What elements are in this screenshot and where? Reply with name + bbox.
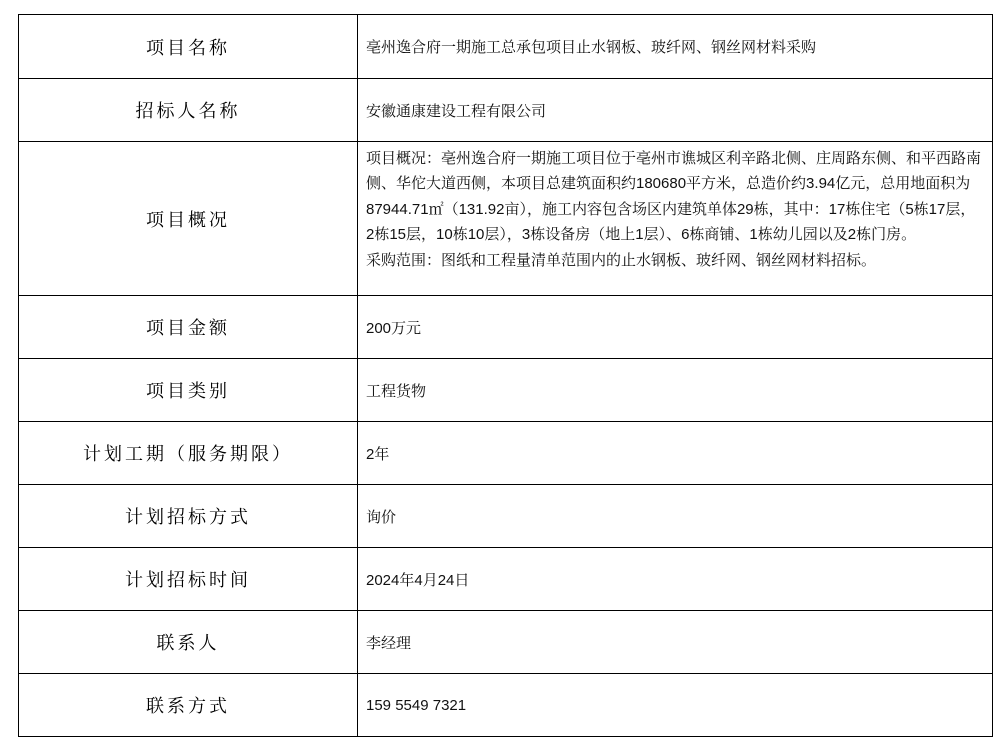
project-overview-paragraph: 项目概况：亳州逸合府一期施工项目位于亳州市谯城区利辛路北侧、庄周路东侧、和平西路南侧、华佗大道西侧，本项目总建筑面积约180680平方米，总造价约3.94亿元，总用地面积为87944.71㎡（131.92亩），施工内容包含场区内建筑单体29栋，其中：17栋住宅（5栋17层，2栋15层，10栋10层），3栋设备房（地上1层）、6栋商铺、1栋幼儿园以及2栋门房。 [366, 150, 982, 244]
project-name-value: 亳州逸合府一期施工总承包项目止水钢板、玻纤网、钢丝网材料采购 [366, 39, 817, 56]
project-category-label: 项目类别 [19, 359, 358, 421]
project-amount-value: 200万元 [366, 319, 422, 337]
table-row-tenderer-name [19, 78, 992, 141]
project-overview-label: 项目概况 [19, 142, 358, 295]
table-row-planned-duration [19, 421, 992, 484]
contact-person-value: 李经理 [366, 634, 412, 652]
planned-tender-date-value: 2024年4月24日 [366, 571, 470, 589]
tender-info-table [18, 14, 993, 737]
table-row-project-name [19, 15, 992, 78]
table-row-planned-tender-method [19, 484, 992, 547]
planned-tender-method-label: 计划招标方式 [19, 485, 358, 547]
planned-duration-label: 计划工期（服务期限） [19, 422, 358, 484]
table-row-contact-person [19, 610, 992, 673]
table-row-project-category [19, 358, 992, 421]
contact-phone-label: 联系方式 [19, 674, 358, 736]
planned-duration-value: 2年 [366, 445, 390, 463]
table-row-contact-phone [19, 673, 992, 736]
procurement-scope-paragraph: 采购范围：图纸和工程量清单范围内的止水钢板、玻纤网、钢丝网材料招标。 [366, 251, 877, 269]
project-category-value: 工程货物 [366, 382, 427, 400]
contact-person-label: 联系人 [19, 611, 358, 673]
contact-phone-value: 159 5549 7321 [366, 696, 467, 714]
table-row-project-overview [19, 141, 992, 295]
tenderer-name-value: 安徽通康建设工程有限公司 [366, 102, 547, 120]
planned-tender-method-value: 询价 [366, 508, 397, 526]
project-amount-label: 项目金额 [19, 296, 358, 358]
planned-tender-date-label: 计划招标时间 [19, 548, 358, 610]
tenderer-name-label: 招标人名称 [19, 79, 358, 141]
project-name-label: 项目名称 [19, 15, 358, 78]
project-overview-value [358, 142, 992, 295]
table-row-project-amount [19, 295, 992, 358]
table-row-planned-tender-date [19, 547, 992, 610]
